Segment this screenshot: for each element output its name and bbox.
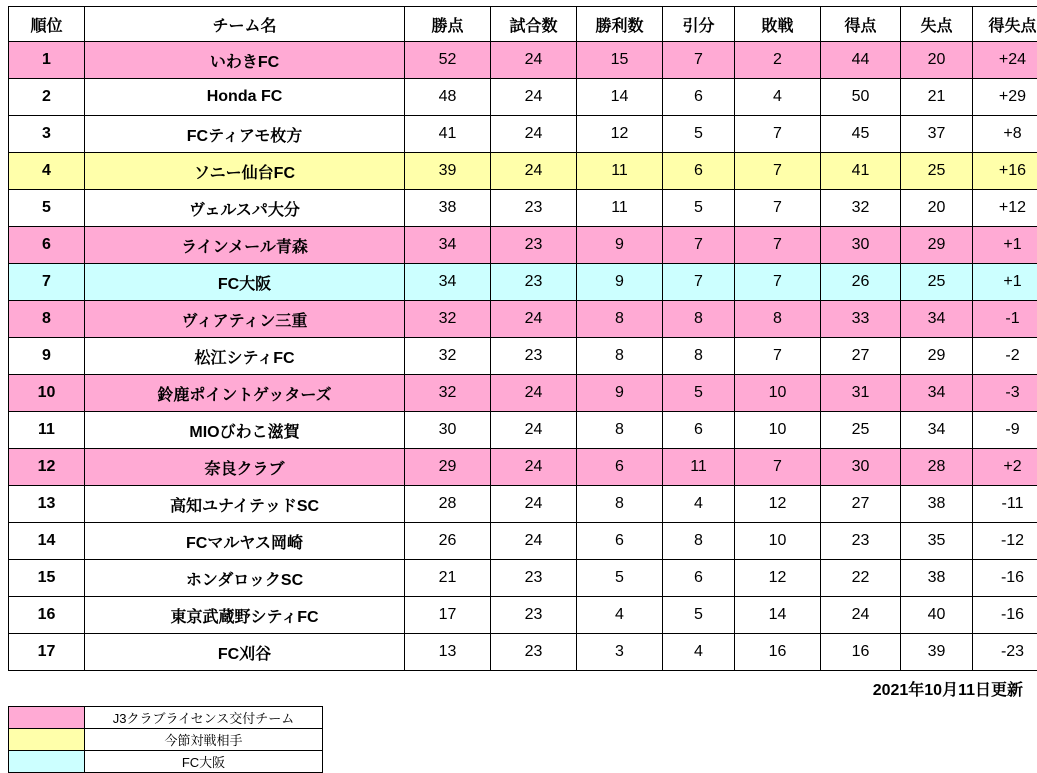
cell-wins: 6 [577,523,663,560]
cell-draws: 7 [663,227,735,264]
cell-points: 34 [405,227,491,264]
cell-wins: 8 [577,301,663,338]
cell-goals-for: 44 [821,42,901,79]
cell-goals-against: 28 [901,449,973,486]
cell-draws: 5 [663,190,735,227]
cell-team: FC大阪 [85,264,405,301]
cell-team: ソニー仙台FC [85,153,405,190]
cell-draws: 8 [663,301,735,338]
cell-goals-for: 23 [821,523,901,560]
cell-goal-difference: +8 [973,116,1037,153]
cell-goal-difference: +12 [973,190,1037,227]
cell-goal-difference: +1 [973,264,1037,301]
cell-goals-for: 27 [821,486,901,523]
cell-team: ヴィアティン三重 [85,301,405,338]
cell-draws: 11 [663,449,735,486]
cell-wins: 11 [577,190,663,227]
cell-goals-against: 29 [901,338,973,375]
cell-rank: 10 [9,375,85,412]
cell-team: 高知ユナイテッドSC [85,486,405,523]
cell-draws: 4 [663,634,735,671]
cell-rank: 1 [9,42,85,79]
cell-team: ホンダロックSC [85,560,405,597]
cell-goal-difference: -9 [973,412,1037,449]
cell-losses: 2 [735,42,821,79]
cell-wins: 9 [577,264,663,301]
cell-wins: 9 [577,375,663,412]
cell-goal-difference: -11 [973,486,1037,523]
column-header-rank: 順位 [9,7,85,42]
cell-losses: 7 [735,338,821,375]
table-row [9,560,1037,597]
cell-losses: 7 [735,116,821,153]
cell-rank: 15 [9,560,85,597]
table-row [9,190,1037,227]
cell-rank: 9 [9,338,85,375]
cell-goals-for: 41 [821,153,901,190]
table-row [9,42,1037,79]
cell-rank: 17 [9,634,85,671]
updated-date: 2021年10月11日更新 [8,671,1029,704]
cell-goals-for: 25 [821,412,901,449]
cell-draws: 5 [663,116,735,153]
cell-games: 23 [491,227,577,264]
cell-losses: 7 [735,153,821,190]
cell-games: 24 [491,301,577,338]
table-row [9,634,1037,671]
cell-goal-difference: +29 [973,79,1037,116]
cell-goals-against: 38 [901,560,973,597]
table-row [9,227,1037,264]
column-header-ga: 失点 [901,7,973,42]
cell-team: FCマルヤス岡崎 [85,523,405,560]
cell-wins: 6 [577,449,663,486]
cell-goal-difference: +2 [973,449,1037,486]
cell-wins: 4 [577,597,663,634]
cell-rank: 13 [9,486,85,523]
cell-wins: 3 [577,634,663,671]
legend-row [9,729,323,751]
column-header-wins: 勝利数 [577,7,663,42]
cell-wins: 14 [577,79,663,116]
cell-goals-for: 16 [821,634,901,671]
cell-wins: 8 [577,486,663,523]
cell-games: 23 [491,338,577,375]
cell-draws: 8 [663,338,735,375]
cell-losses: 10 [735,375,821,412]
cell-wins: 9 [577,227,663,264]
cell-losses: 4 [735,79,821,116]
cell-losses: 7 [735,264,821,301]
cell-games: 24 [491,375,577,412]
cell-team: 東京武蔵野シティFC [85,597,405,634]
cell-losses: 16 [735,634,821,671]
column-header-team: チーム名 [85,7,405,42]
cell-losses: 12 [735,486,821,523]
cell-goal-difference: -1 [973,301,1037,338]
cell-draws: 6 [663,412,735,449]
cell-points: 34 [405,264,491,301]
cell-games: 24 [491,42,577,79]
table-row [9,486,1037,523]
cell-goals-for: 31 [821,375,901,412]
cell-rank: 8 [9,301,85,338]
table-row [9,412,1037,449]
cell-goals-for: 33 [821,301,901,338]
legend-label: J3クラブライセンス交付チーム [85,707,323,729]
cell-points: 26 [405,523,491,560]
cell-goals-against: 34 [901,412,973,449]
cell-rank: 4 [9,153,85,190]
cell-points: 38 [405,190,491,227]
cell-points: 13 [405,634,491,671]
cell-team: 松江シティFC [85,338,405,375]
column-header-losses: 敗戦 [735,7,821,42]
cell-goals-against: 25 [901,153,973,190]
cell-games: 23 [491,634,577,671]
cell-draws: 8 [663,523,735,560]
cell-games: 24 [491,153,577,190]
cell-goal-difference: +16 [973,153,1037,190]
cell-goal-difference: +1 [973,227,1037,264]
cell-games: 23 [491,597,577,634]
table-row [9,375,1037,412]
cell-points: 30 [405,412,491,449]
cell-goals-for: 27 [821,338,901,375]
column-header-draws: 引分 [663,7,735,42]
cell-games: 24 [491,523,577,560]
legend-row [9,751,323,773]
cell-points: 29 [405,449,491,486]
legend-color-swatch [9,707,85,729]
cell-goal-difference: -2 [973,338,1037,375]
cell-losses: 7 [735,449,821,486]
cell-team: ラインメール青森 [85,227,405,264]
cell-points: 32 [405,375,491,412]
table-row [9,153,1037,190]
cell-team: ヴェルスパ大分 [85,190,405,227]
cell-goals-against: 20 [901,42,973,79]
legend-row [9,707,323,729]
standings-table [8,6,1037,671]
column-header-gf: 得点 [821,7,901,42]
legend-color-swatch [9,751,85,773]
cell-losses: 7 [735,190,821,227]
cell-team: いわきFC [85,42,405,79]
column-header-gd: 得失点 [973,7,1037,42]
cell-points: 52 [405,42,491,79]
cell-goals-against: 35 [901,523,973,560]
legend-color-swatch [9,729,85,751]
cell-games: 24 [491,486,577,523]
cell-goal-difference: -16 [973,560,1037,597]
cell-goal-difference: -23 [973,634,1037,671]
cell-goals-for: 30 [821,227,901,264]
cell-goals-for: 22 [821,560,901,597]
cell-draws: 7 [663,264,735,301]
cell-team: FC刈谷 [85,634,405,671]
cell-wins: 15 [577,42,663,79]
cell-rank: 3 [9,116,85,153]
cell-team: 鈴鹿ポイントゲッターズ [85,375,405,412]
cell-games: 24 [491,449,577,486]
table-row [9,301,1037,338]
cell-points: 21 [405,560,491,597]
column-header-points: 勝点 [405,7,491,42]
cell-games: 23 [491,190,577,227]
cell-goals-against: 37 [901,116,973,153]
cell-goal-difference: -16 [973,597,1037,634]
cell-draws: 7 [663,42,735,79]
cell-points: 28 [405,486,491,523]
cell-losses: 7 [735,227,821,264]
cell-goals-against: 34 [901,301,973,338]
table-row [9,449,1037,486]
cell-rank: 7 [9,264,85,301]
legend-label: 今節対戦相手 [85,729,323,751]
table-row [9,597,1037,634]
cell-goals-for: 30 [821,449,901,486]
cell-goals-for: 26 [821,264,901,301]
legend-label: FC大阪 [85,751,323,773]
cell-team: FCティアモ枚方 [85,116,405,153]
table-row [9,264,1037,301]
cell-points: 48 [405,79,491,116]
cell-rank: 6 [9,227,85,264]
cell-goals-for: 45 [821,116,901,153]
cell-wins: 12 [577,116,663,153]
cell-losses: 10 [735,523,821,560]
cell-points: 32 [405,301,491,338]
cell-rank: 12 [9,449,85,486]
cell-goals-against: 25 [901,264,973,301]
cell-rank: 5 [9,190,85,227]
cell-games: 23 [491,264,577,301]
cell-goals-for: 50 [821,79,901,116]
cell-rank: 2 [9,79,85,116]
table-header [9,7,1037,42]
cell-games: 24 [491,412,577,449]
cell-games: 24 [491,116,577,153]
cell-games: 23 [491,560,577,597]
cell-goals-against: 20 [901,190,973,227]
cell-goal-difference: -12 [973,523,1037,560]
cell-points: 41 [405,116,491,153]
cell-goal-difference: +24 [973,42,1037,79]
cell-draws: 6 [663,560,735,597]
cell-games: 24 [491,79,577,116]
cell-goals-against: 34 [901,375,973,412]
cell-rank: 11 [9,412,85,449]
cell-draws: 5 [663,375,735,412]
cell-points: 32 [405,338,491,375]
cell-draws: 4 [663,486,735,523]
legend-table [8,706,323,773]
cell-wins: 8 [577,412,663,449]
cell-losses: 8 [735,301,821,338]
cell-goal-difference: -3 [973,375,1037,412]
header-row [9,7,1037,42]
cell-points: 17 [405,597,491,634]
table-row [9,116,1037,153]
cell-wins: 11 [577,153,663,190]
table-row [9,338,1037,375]
cell-wins: 5 [577,560,663,597]
cell-goals-for: 24 [821,597,901,634]
cell-losses: 12 [735,560,821,597]
cell-draws: 6 [663,153,735,190]
cell-losses: 10 [735,412,821,449]
cell-losses: 14 [735,597,821,634]
cell-rank: 14 [9,523,85,560]
table-body [9,42,1037,671]
cell-team: MIOびわこ滋賀 [85,412,405,449]
cell-goals-against: 39 [901,634,973,671]
table-row [9,79,1037,116]
cell-draws: 6 [663,79,735,116]
cell-goals-for: 32 [821,190,901,227]
cell-goals-against: 40 [901,597,973,634]
table-row [9,523,1037,560]
cell-team: 奈良クラブ [85,449,405,486]
cell-wins: 8 [577,338,663,375]
column-header-games: 試合数 [491,7,577,42]
cell-team: Honda FC [85,79,405,116]
cell-goals-against: 21 [901,79,973,116]
cell-points: 39 [405,153,491,190]
cell-draws: 5 [663,597,735,634]
cell-goals-against: 29 [901,227,973,264]
cell-rank: 16 [9,597,85,634]
cell-goals-against: 38 [901,486,973,523]
